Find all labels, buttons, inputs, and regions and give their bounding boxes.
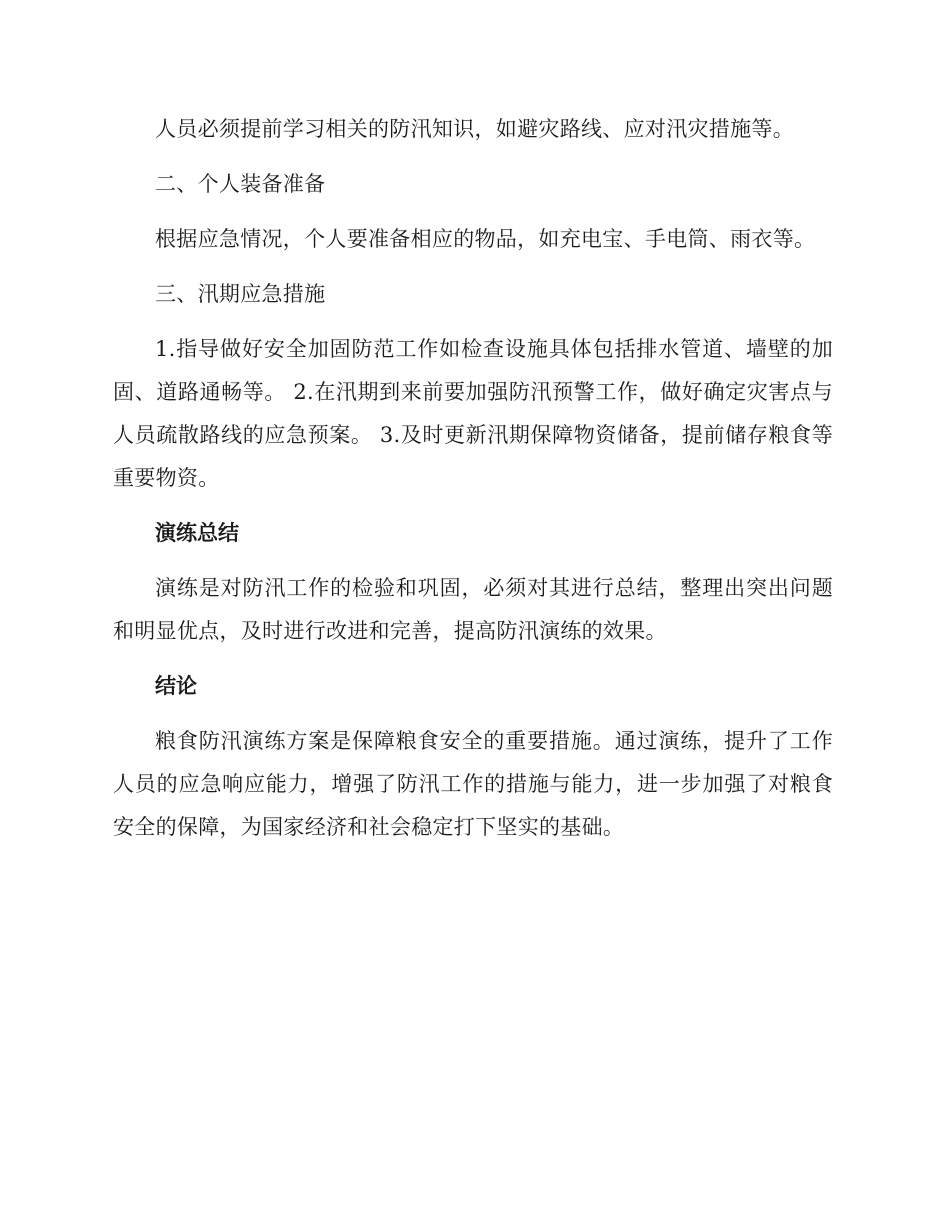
paragraph-drill-summary: 演练是对防汛工作的检验和巩固，必须对其进行总结，整理出突出问题和明显优点，及时进行改进和完善，提高防汛演练的效果。: [113, 576, 833, 643]
paragraph-conclusion: 粮食防汛演练方案是保障粮食安全的重要措施。通过演练，提升了工作人员的应急响应能力，增强了防汛工作的措施与能力，进一步加强了对粮食安全的保障，为国家经济和社会稳定打下坚实的基础。: [113, 729, 833, 839]
paragraph-emergency-measures: 1.指导做好安全加固防范工作如检查设施具体包括排水管道、墙壁的加固、道路通畅等。 2.在汛期到来前要加强防汛预警工作，做好确定灾害点与人员疏散路线的应急预案。 3.及时更新汛期保障物资储备，提前储存粮食等重要物资。: [113, 337, 833, 490]
paragraph-personal-equipment: 根据应急情况，个人要准备相应的物品，如充电宝、手电筒、雨衣等。: [155, 227, 816, 251]
document-body: [113, 108, 833, 849]
section-title-emergency-measures: 三、汛期应急措施: [155, 282, 326, 306]
heading-conclusion: 结论: [155, 674, 197, 698]
section-title-personal-equipment: 二、个人装备准备: [155, 172, 326, 196]
heading-drill-summary: 演练总结: [155, 521, 239, 545]
paragraph-flood-knowledge: 人员必须提前学习相关的防汛知识，如避灾路线、应对汛灾措施等。: [155, 117, 794, 141]
